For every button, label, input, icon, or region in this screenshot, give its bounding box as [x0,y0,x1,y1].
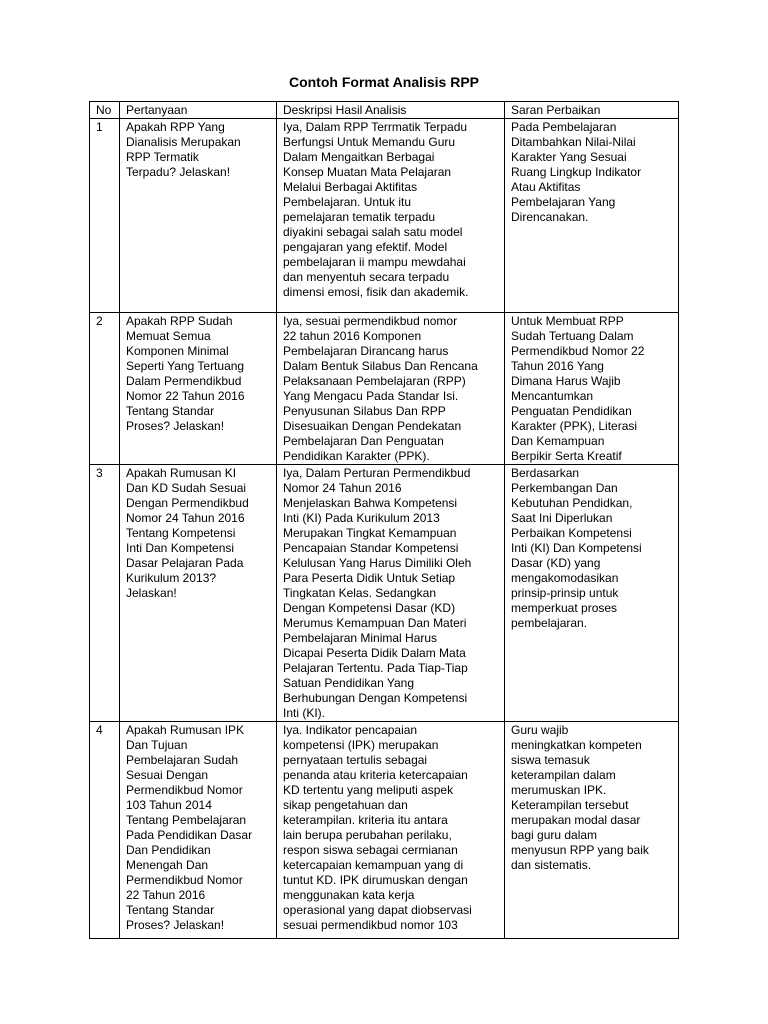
description-cell: Iya, Dalam RPP Terrmatik Terpadu Berfungsi Untuk Memandu Guru Dalam Mengaitkan Berbagai Konsep Muatan Mata Pelajaran Melalui Berbagai Aktifitas Pembelajaran. Untuk itu pemelajaran tematik terpadu diyakini sebagai salah satu model pengajaran yang efektif. Model pembelajaran ii mampu mewdahai dan menyentuh secara terpadu dimensi emosi, fisik dan akademik. [277,119,505,313]
document-title: Contoh Format Analisis RPP [288,74,480,90]
question-cell: Apakah RPP Yang Dianalisis Merupakan RPP Termatik Terpadu? Jelaskan! [120,119,277,313]
question-cell: Apakah Rumusan IPK Dan Tujuan Pembelajaran Sudah Sesuai Dengan Permendikbud Nomor 103 Tahun 2014 Tentang Pembelajaran Pada Pendidikan Dasar Dan Pendidikan Menengah Dan Permendikbud Nomor 22 Tahun 2016 Tentang Standar Proses? Jelaskan! [120,722,277,939]
question-cell: Apakah RPP Sudah Memuat Semua Komponen Minimal Seperti Yang Tertuang Dalam Permendikbud Nomor 22 Tahun 2016 Tentang Standar Proses? Jelaskan! [120,313,277,465]
row-number: 1 [90,119,120,313]
description-cell: Iya, Dalam Perturan Permendikbud Nomor 24 Tahun 2016 Menjelaskan Bahwa Kompetensi Inti (KI) Pada Kurikulum 2013 Merupakan Tingkat Kemampuan Pencapaian Standar Kompetensi Kelulusan Yang Harus Dimiliki Oleh Para Peserta Didik Untuk Setiap Tingkatan Kelas. Sedangkan Dengan Kompetensi Dasar (KD) Merumus Kemampuan Dan Materi Pembelajaran Minimal Harus Dicapai Peserta Didik Dalam Mata Pelajaran Tertentu. Pada Tiap-Tiap Satuan Pendidikan Yang Berhubungan Dengan Kompetensi Inti (KI). [277,465,505,722]
row-number: 3 [90,465,120,722]
row-number: 2 [90,313,120,465]
table-row [90,313,679,465]
table-row [90,465,679,722]
row-number: 4 [90,722,120,939]
suggestion-cell: Berdasarkan Perkembangan Dan Kebutuhan Pendidkan, Saat Ini Diperlukan Perbaikan Kompetensi Inti (KI) Dan Kompetensi Dasar (KD) yang mengakomodasikan prinsip-prinsip untuk memperkuat proses pembelajaran. [505,465,679,722]
header-no: No [90,102,120,119]
table-row [90,722,679,939]
table-row [90,119,679,313]
description-cell: Iya, sesuai permendikbud nomor 22 tahun 2016 Komponen Pembelajaran Dirancang harus Dalam Bentuk Silabus Dan Rencana Pelaksanaan Pembelajaran (RPP) Yang Mengacu Pada Standar Isi. Penyusunan Silabus Dan RPP Disesuaikan Dengan Pendekatan Pembelajaran Dan Penguatan Pendidikan Karakter (PPK). [277,313,505,465]
description-cell: Iya. Indikator pencapaian kompetensi (IPK) merupakan pernyataan tertulis sebagai penanda atau kriteria ketercapaian KD tertentu yang meliputi aspek sikap pengetahuan dan keterampilan. kriteria itu antara lain berupa perubahan perilaku, respon siswa sebagai cermianan ketercapaian kemampuan yang di tuntut KD. IPK dirumuskan dengan menggunakan kata kerja operasional yang dapat diobservasi sesuai permendikbud nomor 103 [277,722,505,939]
header-description: Deskripsi Hasil Analisis [277,102,505,119]
suggestion-cell: Untuk Membuat RPP Sudah Tertuang Dalam Permendikbud Nomor 22 Tahun 2016 Yang Dimana Harus Wajib Mencantumkan Penguatan Pendidikan Karakter (PPK), Literasi Dan Kemampuan Berpikir Serta Kreatif [505,313,679,465]
question-cell: Apakah Rumusan KI Dan KD Sudah Sesuai Dengan Permendikbud Nomor 24 Tahun 2016 Tentang Kompetensi Inti Dan Kompetensi Dasar Pelajaran Pada Kurikulum 2013? Jelaskan! [120,465,277,722]
analysis-table [89,101,679,939]
header-suggestion: Saran Perbaikan [505,102,679,119]
suggestion-cell: Guru wajib meningkatkan kompeten siswa temasuk keterampilan dalam merumuskan IPK. Keterampilan tersebut merupakan modal dasar bagi guru dalam menyusun RPP yang baik dan sistematis. [505,722,679,939]
suggestion-cell: Pada Pembelajaran Ditambahkan Nilai-Nilai Karakter Yang Sesuai Ruang Lingkup Indikator Atau Aktifitas Pembelajaran Yang Direncanakan. [505,119,679,313]
table-header-row [90,102,679,119]
header-question: Pertanyaan [120,102,277,119]
